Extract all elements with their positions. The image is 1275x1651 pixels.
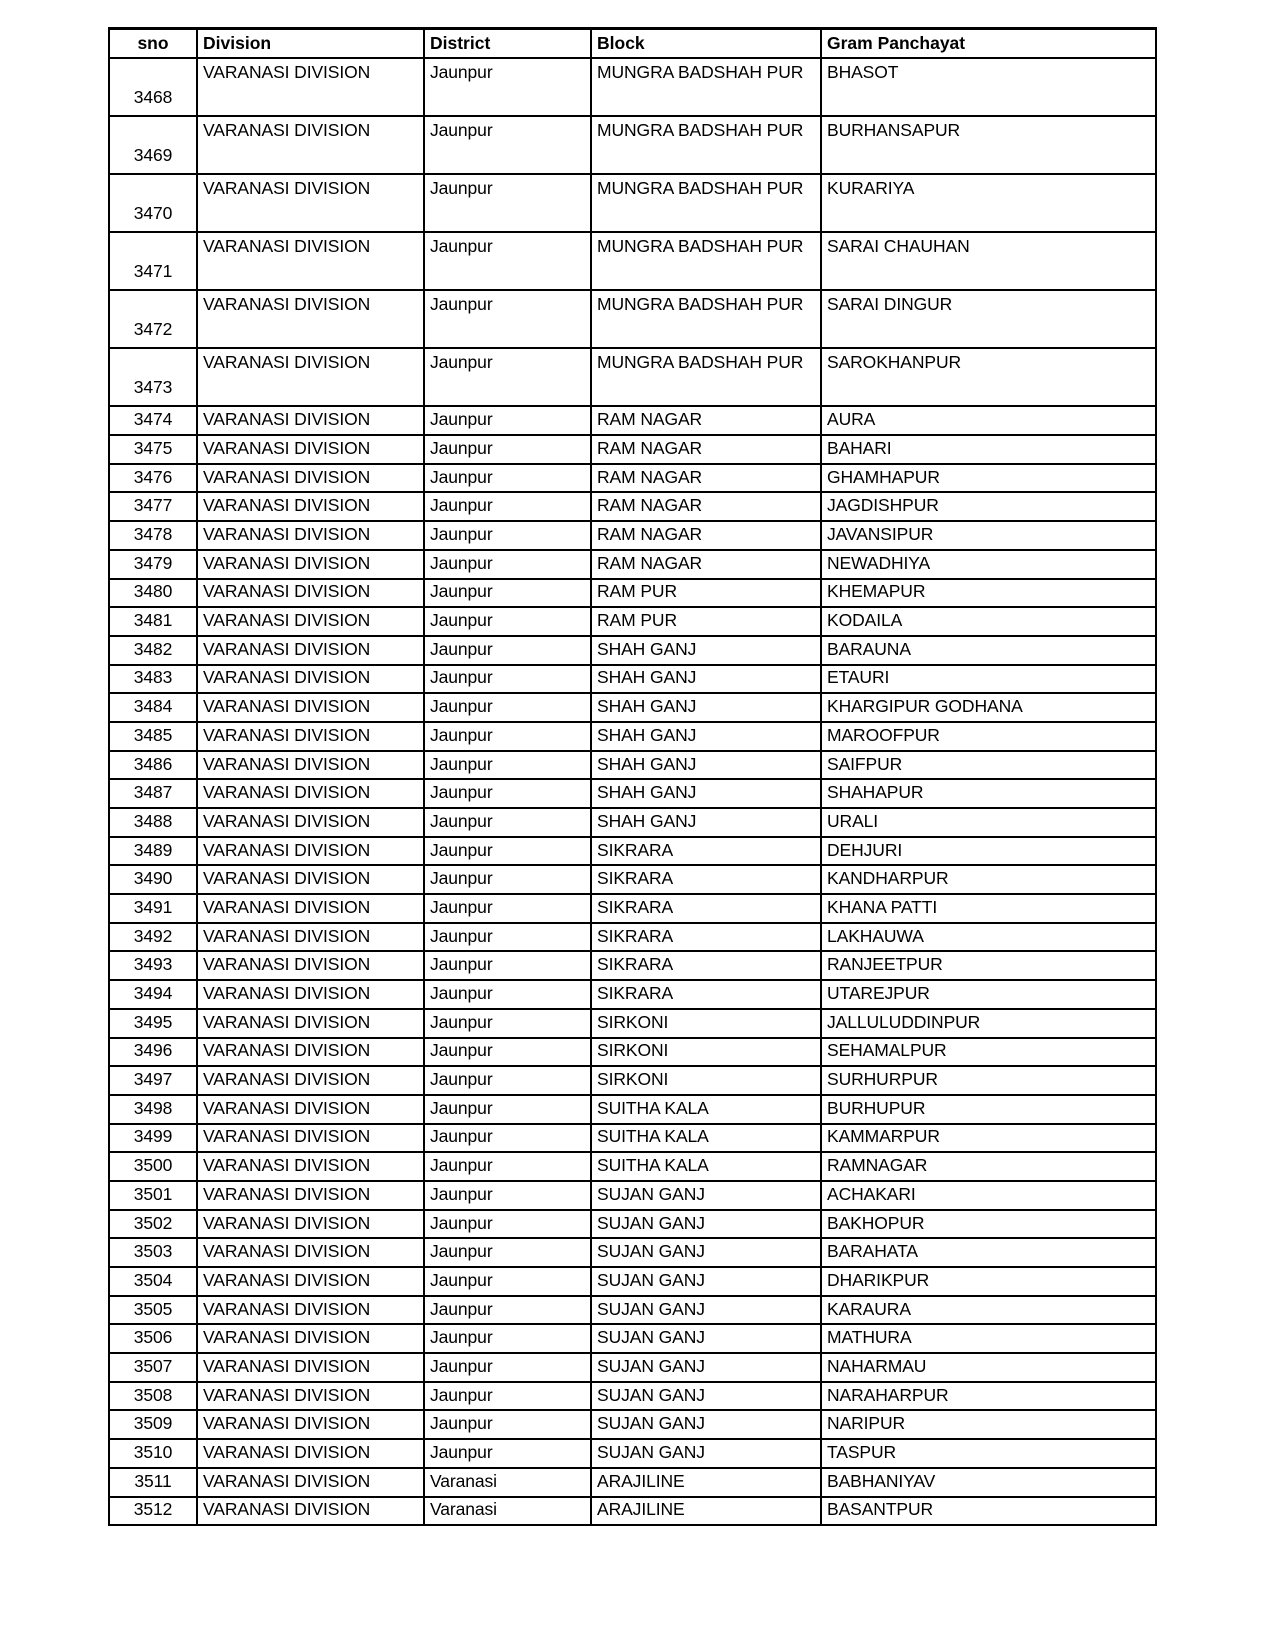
cell-block: SUJAN GANJ [591,1267,821,1296]
cell-block: SUJAN GANJ [591,1210,821,1239]
cell-gram-panchayat: KARAURA [821,1296,1156,1325]
cell-sno: 3507 [109,1353,197,1382]
cell-gram-panchayat: JAGDISHPUR [821,492,1156,521]
cell-division: VARANASI DIVISION [197,1296,424,1325]
cell-sno: 3509 [109,1410,197,1439]
cell-gram-panchayat: BARAHATA [821,1238,1156,1267]
cell-sno: 3506 [109,1324,197,1353]
table-row [109,232,1156,290]
cell-gram-panchayat: UTAREJPUR [821,980,1156,1009]
cell-district: Jaunpur [424,751,591,780]
cell-gram-panchayat: URALI [821,808,1156,837]
cell-district: Jaunpur [424,1324,591,1353]
table-row [109,116,1156,174]
table-row [109,1210,1156,1239]
gram-panchayat-table [108,27,1157,1526]
table-row [109,1410,1156,1439]
cell-gram-panchayat: DEHJURI [821,837,1156,866]
cell-district: Jaunpur [424,923,591,952]
cell-district: Jaunpur [424,464,591,493]
cell-district: Jaunpur [424,1410,591,1439]
cell-sno: 3482 [109,636,197,665]
cell-sno: 3501 [109,1181,197,1210]
cell-division: VARANASI DIVISION [197,1353,424,1382]
cell-district: Jaunpur [424,779,591,808]
cell-division: VARANASI DIVISION [197,1497,424,1526]
cell-division: VARANASI DIVISION [197,1210,424,1239]
table-row [109,521,1156,550]
cell-block: ARAJILINE [591,1468,821,1497]
cell-division: VARANASI DIVISION [197,290,424,348]
cell-gram-panchayat: DHARIKPUR [821,1267,1156,1296]
cell-division: VARANASI DIVISION [197,492,424,521]
cell-block: SHAH GANJ [591,636,821,665]
cell-district: Jaunpur [424,894,591,923]
cell-gram-panchayat: KODAILA [821,607,1156,636]
cell-district: Jaunpur [424,1181,591,1210]
cell-gram-panchayat: MAROOFPUR [821,722,1156,751]
cell-division: VARANASI DIVISION [197,1038,424,1067]
cell-sno: 3481 [109,607,197,636]
cell-sno: 3484 [109,693,197,722]
cell-sno: 3512 [109,1497,197,1526]
cell-block: SIRKONI [591,1038,821,1067]
cell-district: Jaunpur [424,1124,591,1153]
cell-gram-panchayat: NEWADHIYA [821,550,1156,579]
table-row [109,779,1156,808]
cell-sno: 3500 [109,1152,197,1181]
cell-sno: 3486 [109,751,197,780]
cell-division: VARANASI DIVISION [197,1238,424,1267]
cell-district: Jaunpur [424,808,591,837]
cell-block: SUJAN GANJ [591,1410,821,1439]
gram-panchayat-table-container [108,27,1155,1526]
cell-block: MUNGRA BADSHAH PUR [591,348,821,406]
cell-sno: 3489 [109,837,197,866]
cell-sno: 3485 [109,722,197,751]
cell-gram-panchayat: NAHARMAU [821,1353,1156,1382]
cell-sno: 3492 [109,923,197,952]
cell-block: RAM PUR [591,579,821,608]
table-row [109,693,1156,722]
cell-gram-panchayat: BHASOT [821,58,1156,116]
cell-block: SHAH GANJ [591,808,821,837]
cell-sno: 3491 [109,894,197,923]
cell-gram-panchayat: MATHURA [821,1324,1156,1353]
table-row [109,837,1156,866]
cell-district: Jaunpur [424,116,591,174]
table-row [109,1353,1156,1382]
cell-gram-panchayat: GHAMHAPUR [821,464,1156,493]
cell-division: VARANASI DIVISION [197,174,424,232]
table-row [109,722,1156,751]
cell-district: Jaunpur [424,1382,591,1411]
cell-sno: 3505 [109,1296,197,1325]
cell-gram-panchayat: SHAHAPUR [821,779,1156,808]
table-body [109,58,1156,1525]
cell-sno: 3502 [109,1210,197,1239]
table-row [109,1066,1156,1095]
cell-block: RAM NAGAR [591,435,821,464]
cell-sno: 3490 [109,865,197,894]
cell-block: RAM NAGAR [591,464,821,493]
cell-district: Varanasi [424,1468,591,1497]
table-row [109,492,1156,521]
cell-district: Jaunpur [424,232,591,290]
cell-block: RAM PUR [591,607,821,636]
cell-sno: 3483 [109,665,197,694]
cell-division: VARANASI DIVISION [197,406,424,435]
cell-division: VARANASI DIVISION [197,751,424,780]
table-row [109,1382,1156,1411]
cell-district: Jaunpur [424,980,591,1009]
cell-district: Jaunpur [424,406,591,435]
cell-district: Jaunpur [424,1267,591,1296]
cell-sno: 3494 [109,980,197,1009]
cell-division: VARANASI DIVISION [197,636,424,665]
cell-sno: 3499 [109,1124,197,1153]
table-row [109,923,1156,952]
cell-block: SHAH GANJ [591,751,821,780]
cell-district: Jaunpur [424,1210,591,1239]
cell-gram-panchayat: LAKHAUWA [821,923,1156,952]
cell-sno: 3511 [109,1468,197,1497]
cell-sno: 3469 [109,116,197,174]
cell-sno: 3503 [109,1238,197,1267]
cell-gram-panchayat: SAROKHANPUR [821,348,1156,406]
cell-gram-panchayat: KHEMAPUR [821,579,1156,608]
cell-division: VARANASI DIVISION [197,1410,424,1439]
cell-division: VARANASI DIVISION [197,1095,424,1124]
cell-gram-panchayat: NARAHARPUR [821,1382,1156,1411]
cell-block: SUJAN GANJ [591,1296,821,1325]
cell-division: VARANASI DIVISION [197,116,424,174]
column-header-block: Block [591,29,821,59]
table-row [109,579,1156,608]
cell-block: ARAJILINE [591,1497,821,1526]
cell-division: VARANASI DIVISION [197,579,424,608]
table-row [109,1324,1156,1353]
cell-gram-panchayat: BABHANIYAV [821,1468,1156,1497]
cell-block: MUNGRA BADSHAH PUR [591,174,821,232]
cell-district: Varanasi [424,1497,591,1526]
table-row [109,980,1156,1009]
table-header [109,29,1156,59]
cell-division: VARANASI DIVISION [197,808,424,837]
cell-gram-panchayat: SAIFPUR [821,751,1156,780]
cell-sno: 3488 [109,808,197,837]
cell-division: VARANASI DIVISION [197,923,424,952]
cell-gram-panchayat: SARAI DINGUR [821,290,1156,348]
table-row [109,1152,1156,1181]
table-row [109,751,1156,780]
cell-gram-panchayat: JALLULUDDINPUR [821,1009,1156,1038]
cell-block: SHAH GANJ [591,693,821,722]
cell-gram-panchayat: JAVANSIPUR [821,521,1156,550]
table-row [109,1497,1156,1526]
cell-sno: 3468 [109,58,197,116]
table-row [109,636,1156,665]
cell-sno: 3504 [109,1267,197,1296]
cell-district: Jaunpur [424,1066,591,1095]
cell-district: Jaunpur [424,1009,591,1038]
table-row [109,1468,1156,1497]
cell-sno: 3473 [109,348,197,406]
cell-gram-panchayat: ACHAKARI [821,1181,1156,1210]
table-row [109,58,1156,116]
cell-district: Jaunpur [424,865,591,894]
cell-sno: 3471 [109,232,197,290]
cell-block: SHAH GANJ [591,722,821,751]
cell-division: VARANASI DIVISION [197,58,424,116]
cell-block: SUJAN GANJ [591,1181,821,1210]
cell-district: Jaunpur [424,492,591,521]
cell-block: SUITHA KALA [591,1095,821,1124]
cell-gram-panchayat: BAKHOPUR [821,1210,1156,1239]
cell-block: SHAH GANJ [591,665,821,694]
cell-block: SIKRARA [591,894,821,923]
cell-block: MUNGRA BADSHAH PUR [591,58,821,116]
cell-division: VARANASI DIVISION [197,1324,424,1353]
cell-division: VARANASI DIVISION [197,1152,424,1181]
cell-sno: 3472 [109,290,197,348]
table-row [109,865,1156,894]
cell-block: SUJAN GANJ [591,1353,821,1382]
cell-block: SHAH GANJ [591,779,821,808]
cell-block: SIKRARA [591,951,821,980]
cell-sno: 3493 [109,951,197,980]
cell-block: RAM NAGAR [591,550,821,579]
cell-district: Jaunpur [424,58,591,116]
cell-block: SIRKONI [591,1066,821,1095]
column-header-gram-panchayat: Gram Panchayat [821,29,1156,59]
cell-division: VARANASI DIVISION [197,1267,424,1296]
table-row [109,1296,1156,1325]
cell-division: VARANASI DIVISION [197,665,424,694]
cell-gram-panchayat: BURHUPUR [821,1095,1156,1124]
cell-district: Jaunpur [424,1238,591,1267]
cell-district: Jaunpur [424,521,591,550]
cell-division: VARANASI DIVISION [197,894,424,923]
cell-block: SUITHA KALA [591,1152,821,1181]
cell-division: VARANASI DIVISION [197,1124,424,1153]
table-row [109,951,1156,980]
cell-sno: 3477 [109,492,197,521]
cell-division: VARANASI DIVISION [197,1439,424,1468]
cell-district: Jaunpur [424,1095,591,1124]
cell-block: SIKRARA [591,980,821,1009]
cell-gram-panchayat: KHANA PATTI [821,894,1156,923]
column-header-district: District [424,29,591,59]
cell-district: Jaunpur [424,550,591,579]
cell-gram-panchayat: NARIPUR [821,1410,1156,1439]
table-row [109,550,1156,579]
table-row [109,1267,1156,1296]
cell-sno: 3480 [109,579,197,608]
cell-gram-panchayat: BURHANSAPUR [821,116,1156,174]
cell-block: SIKRARA [591,837,821,866]
cell-sno: 3495 [109,1009,197,1038]
cell-division: VARANASI DIVISION [197,1009,424,1038]
cell-gram-panchayat: KURARIYA [821,174,1156,232]
cell-block: SIRKONI [591,1009,821,1038]
cell-division: VARANASI DIVISION [197,435,424,464]
cell-block: SUJAN GANJ [591,1439,821,1468]
cell-block: SUJAN GANJ [591,1382,821,1411]
cell-gram-panchayat: KHARGIPUR GODHANA [821,693,1156,722]
cell-gram-panchayat: RANJEETPUR [821,951,1156,980]
cell-district: Jaunpur [424,837,591,866]
cell-gram-panchayat: SEHAMALPUR [821,1038,1156,1067]
cell-division: VARANASI DIVISION [197,348,424,406]
cell-gram-panchayat: TASPUR [821,1439,1156,1468]
cell-division: VARANASI DIVISION [197,521,424,550]
cell-district: Jaunpur [424,1296,591,1325]
cell-sno: 3497 [109,1066,197,1095]
cell-division: VARANASI DIVISION [197,550,424,579]
cell-sno: 3510 [109,1439,197,1468]
cell-sno: 3478 [109,521,197,550]
cell-division: VARANASI DIVISION [197,1066,424,1095]
cell-division: VARANASI DIVISION [197,607,424,636]
cell-division: VARANASI DIVISION [197,722,424,751]
cell-division: VARANASI DIVISION [197,951,424,980]
cell-gram-panchayat: BASANTPUR [821,1497,1156,1526]
table-row [109,1124,1156,1153]
table-row [109,1038,1156,1067]
cell-block: SIKRARA [591,923,821,952]
cell-gram-panchayat: BAHARI [821,435,1156,464]
cell-division: VARANASI DIVISION [197,232,424,290]
cell-block: SUJAN GANJ [591,1238,821,1267]
cell-division: VARANASI DIVISION [197,980,424,1009]
cell-sno: 3508 [109,1382,197,1411]
cell-district: Jaunpur [424,1152,591,1181]
table-row [109,406,1156,435]
cell-sno: 3474 [109,406,197,435]
table-row [109,464,1156,493]
cell-district: Jaunpur [424,636,591,665]
cell-gram-panchayat: AURA [821,406,1156,435]
cell-division: VARANASI DIVISION [197,1382,424,1411]
table-row [109,290,1156,348]
cell-district: Jaunpur [424,174,591,232]
cell-division: VARANASI DIVISION [197,779,424,808]
cell-sno: 3479 [109,550,197,579]
cell-gram-panchayat: KANDHARPUR [821,865,1156,894]
table-row [109,665,1156,694]
cell-sno: 3475 [109,435,197,464]
cell-gram-panchayat: ETAURI [821,665,1156,694]
cell-block: MUNGRA BADSHAH PUR [591,290,821,348]
table-row [109,1238,1156,1267]
cell-division: VARANASI DIVISION [197,837,424,866]
cell-division: VARANASI DIVISION [197,693,424,722]
table-row [109,607,1156,636]
cell-district: Jaunpur [424,1353,591,1382]
table-row [109,808,1156,837]
cell-block: SUJAN GANJ [591,1324,821,1353]
cell-district: Jaunpur [424,693,591,722]
cell-division: VARANASI DIVISION [197,1181,424,1210]
table-row [109,1181,1156,1210]
cell-block: SUITHA KALA [591,1124,821,1153]
cell-sno: 3470 [109,174,197,232]
cell-block: RAM NAGAR [591,406,821,435]
cell-division: VARANASI DIVISION [197,464,424,493]
cell-gram-panchayat: SARAI CHAUHAN [821,232,1156,290]
table-row [109,348,1156,406]
cell-division: VARANASI DIVISION [197,865,424,894]
column-header-division: Division [197,29,424,59]
cell-sno: 3498 [109,1095,197,1124]
cell-district: Jaunpur [424,665,591,694]
cell-district: Jaunpur [424,290,591,348]
column-header-sno: sno [109,29,197,59]
cell-district: Jaunpur [424,607,591,636]
cell-district: Jaunpur [424,1439,591,1468]
cell-gram-panchayat: SURHURPUR [821,1066,1156,1095]
cell-block: RAM NAGAR [591,492,821,521]
cell-gram-panchayat: BARAUNA [821,636,1156,665]
cell-sno: 3487 [109,779,197,808]
table-row [109,174,1156,232]
cell-district: Jaunpur [424,1038,591,1067]
table-row [109,1439,1156,1468]
cell-district: Jaunpur [424,579,591,608]
table-row [109,1095,1156,1124]
table-row [109,435,1156,464]
table-header-row [109,29,1156,59]
cell-sno: 3496 [109,1038,197,1067]
cell-block: RAM NAGAR [591,521,821,550]
cell-gram-panchayat: RAMNAGAR [821,1152,1156,1181]
cell-division: VARANASI DIVISION [197,1468,424,1497]
table-row [109,1009,1156,1038]
cell-district: Jaunpur [424,435,591,464]
cell-block: MUNGRA BADSHAH PUR [591,116,821,174]
cell-block: SIKRARA [591,865,821,894]
cell-sno: 3476 [109,464,197,493]
table-row [109,894,1156,923]
cell-district: Jaunpur [424,951,591,980]
cell-block: MUNGRA BADSHAH PUR [591,232,821,290]
cell-district: Jaunpur [424,722,591,751]
cell-district: Jaunpur [424,348,591,406]
cell-gram-panchayat: KAMMARPUR [821,1124,1156,1153]
